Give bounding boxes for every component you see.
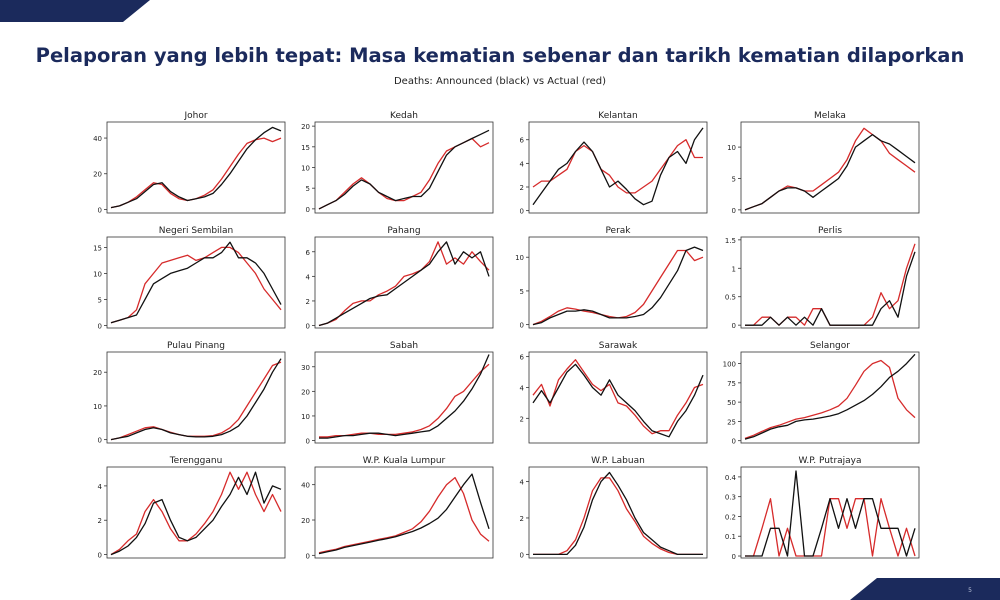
y-tick-label: 15 <box>301 143 310 152</box>
panel-title: Selangor <box>810 341 850 351</box>
y-tick-label: 10 <box>301 412 310 421</box>
y-tick-label: 0 <box>731 206 736 215</box>
y-tick-label: 0 <box>731 322 736 331</box>
y-tick-label: 0 <box>97 206 102 215</box>
panel-title: Kedah <box>390 111 418 121</box>
actual-deaths-line <box>319 478 489 553</box>
y-tick-label: 10 <box>301 164 310 173</box>
y-tick-label: 0 <box>731 437 736 446</box>
actual-deaths-line <box>111 138 281 208</box>
panel-pahang <box>306 226 493 331</box>
y-tick-label: 2 <box>97 517 102 526</box>
panel-negeri-sembilan <box>93 226 285 330</box>
y-tick-label: 4 <box>97 482 102 491</box>
plot-frame <box>741 467 919 558</box>
panel-terengganu <box>98 456 285 560</box>
y-tick-label: 0 <box>97 551 102 560</box>
announced-deaths-line <box>111 359 281 440</box>
panel-title: W.P. Kuala Lumpur <box>362 456 446 466</box>
y-tick-label: 15 <box>93 244 102 253</box>
actual-deaths-line <box>533 478 703 555</box>
chart-panels <box>93 111 919 561</box>
panel-johor <box>93 111 285 214</box>
y-tick-label: 2 <box>519 514 524 523</box>
y-tick-label: 0 <box>97 322 102 331</box>
y-tick-label: 10 <box>515 254 524 263</box>
announced-deaths-line <box>533 364 703 437</box>
panel-w-p-kuala-lumpur <box>301 456 493 560</box>
y-tick-label: 2 <box>519 415 524 424</box>
plot-frame <box>529 122 707 213</box>
y-tick-label: 25 <box>727 418 736 427</box>
plot-frame <box>529 352 707 443</box>
y-tick-label: 0 <box>519 321 524 330</box>
y-tick-label: 20 <box>301 517 310 526</box>
y-tick-label: 20 <box>301 123 310 132</box>
y-tick-label: 0 <box>305 322 310 331</box>
announced-deaths-line <box>111 242 281 323</box>
panel-title: Sarawak <box>598 341 638 351</box>
actual-deaths-line <box>533 140 703 193</box>
y-tick-label: 6 <box>305 248 310 257</box>
y-tick-label: 5 <box>731 175 736 184</box>
y-tick-label: 0 <box>305 437 310 446</box>
y-tick-label: 4 <box>519 478 524 487</box>
panel-title: Sabah <box>389 341 419 351</box>
y-tick-label: 0 <box>731 553 736 562</box>
announced-deaths-line <box>533 247 703 325</box>
y-tick-label: 4 <box>519 384 524 393</box>
y-tick-label: 0 <box>519 207 524 216</box>
panel-kelantan <box>520 111 707 216</box>
panel-title: Johor <box>184 111 208 121</box>
plot-frame <box>107 237 285 328</box>
panel-w-p-putrajaya <box>725 456 919 561</box>
announced-deaths-line <box>533 128 703 205</box>
panel-title: Perlis <box>817 226 843 236</box>
panel-melaka <box>727 111 919 215</box>
y-tick-label: 0.4 <box>724 473 736 482</box>
y-tick-label: 0.1 <box>724 533 736 542</box>
y-tick-label: 0.2 <box>724 513 736 522</box>
announced-deaths-line <box>319 474 489 553</box>
plot-frame <box>315 122 493 213</box>
panel-title: W.P. Labuan <box>591 456 645 466</box>
panel-w-p-labuan <box>520 456 707 559</box>
announced-deaths-line <box>111 472 281 554</box>
actual-deaths-line <box>111 362 281 440</box>
y-tick-label: 20 <box>93 369 102 378</box>
page-number: 5 <box>968 587 972 594</box>
y-tick-label: 0.5 <box>724 293 736 302</box>
panel-selangor <box>723 341 919 446</box>
announced-deaths-line <box>533 473 703 555</box>
plot-frame <box>741 237 919 328</box>
panel-kedah <box>301 111 493 214</box>
announced-deaths-line <box>111 127 281 207</box>
actual-deaths-line <box>111 472 281 554</box>
panel-title: Negeri Sembilan <box>158 226 234 236</box>
y-tick-label: 1.5 <box>724 236 736 245</box>
y-tick-label: 0.3 <box>724 493 736 502</box>
y-tick-label: 6 <box>519 136 524 145</box>
panel-perak <box>515 226 707 330</box>
panel-pulau-pinang <box>93 341 285 445</box>
y-tick-label: 0 <box>305 552 310 561</box>
actual-deaths-line <box>745 499 915 556</box>
y-tick-label: 4 <box>519 160 524 169</box>
actual-deaths-line <box>111 247 281 322</box>
panel-title: Melaka <box>814 111 846 121</box>
y-tick-label: 10 <box>727 144 736 153</box>
y-tick-label: 40 <box>93 135 102 144</box>
y-tick-label: 0 <box>305 205 310 214</box>
y-tick-label: 10 <box>93 270 102 279</box>
y-tick-label: 5 <box>97 296 102 305</box>
panel-perlis <box>725 226 919 330</box>
y-tick-label: 75 <box>727 379 736 388</box>
announced-deaths-line <box>319 242 489 326</box>
y-tick-label: 4 <box>305 273 310 282</box>
y-tick-label: 40 <box>301 481 310 490</box>
plot-frame <box>529 467 707 558</box>
actual-deaths-line <box>745 244 915 325</box>
y-tick-label: 20 <box>93 170 102 179</box>
y-tick-label: 2 <box>305 297 310 306</box>
chart-title: Deaths: Announced (black) vs Actual (red) <box>393 76 607 87</box>
announced-deaths-line <box>745 252 915 325</box>
panel-title: Perak <box>605 226 631 236</box>
y-tick-label: 50 <box>727 399 736 408</box>
y-tick-label: 100 <box>722 360 736 369</box>
actual-deaths-line <box>745 361 915 439</box>
y-tick-label: 2 <box>519 184 524 192</box>
announced-deaths-line <box>745 135 915 210</box>
y-tick-label: 5 <box>305 185 310 194</box>
slide-title: Pelaporan yang lebih tepat: Masa kematian sebenar dan tarikh kematian dilaporkan <box>35 44 965 67</box>
panel-title: Pahang <box>387 226 421 236</box>
y-tick-label: 5 <box>519 287 524 296</box>
y-tick-label: 0 <box>519 551 524 560</box>
y-tick-label: 0 <box>97 436 102 445</box>
announced-deaths-line <box>319 355 489 439</box>
panel-title: Pulau Pinang <box>167 341 225 351</box>
actual-deaths-line <box>533 251 703 325</box>
y-tick-label: 20 <box>301 388 310 397</box>
announced-deaths-line <box>319 130 489 209</box>
panel-title: Kelantan <box>598 111 638 121</box>
y-tick-label: 10 <box>93 402 102 411</box>
panel-sarawak <box>520 341 707 443</box>
panel-title: W.P. Putrajaya <box>798 456 862 466</box>
panel-title: Terengganu <box>169 456 223 466</box>
panel-sabah <box>301 341 493 446</box>
y-tick-label: 30 <box>301 363 310 372</box>
y-tick-label: 1 <box>731 265 736 274</box>
announced-deaths-line <box>745 471 915 556</box>
y-tick-label: 6 <box>519 353 524 362</box>
